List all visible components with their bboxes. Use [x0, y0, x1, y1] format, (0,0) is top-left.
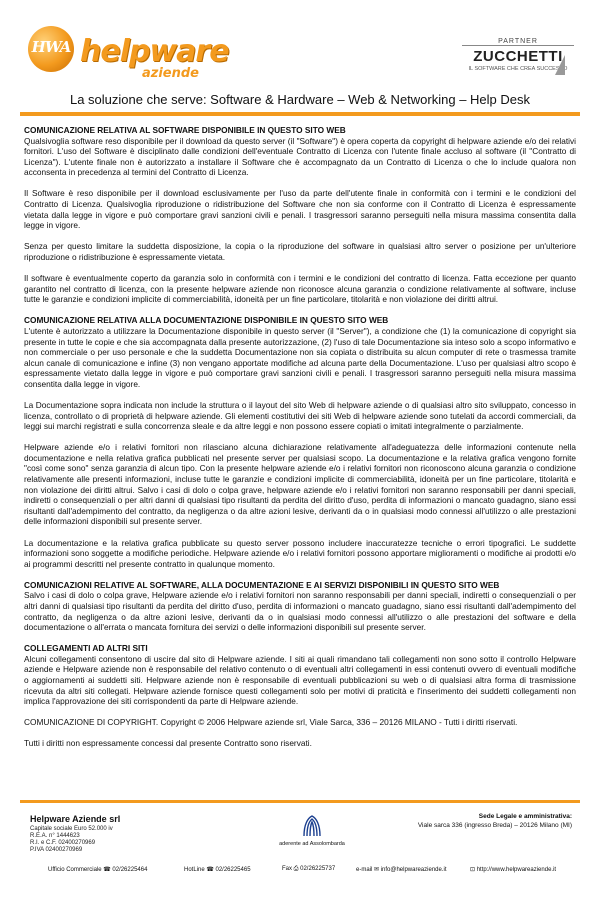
header-divider — [20, 112, 580, 116]
paragraph: Il software è eventualmente coperto da garanzia solo in conformità con i termini e le condizioni del contratto di licenza. Fatta eccezione per quanto garantito nel contratto di licenza, con la presente helpware aziende non riconosce alcuna garanzia o condizione relativamente al software, incluse tutte le garanzie e condizioni implicite di commerciabilità, idoneità per un fine particolare, titolarità e non violazione dei diritti altrui. — [24, 273, 576, 305]
section-title: COMUNICAZIONI RELATIVE AL SOFTWARE, ALLA DOCUMENTAZIONE E AI SERVIZI DISPONIBILI IN QUESTO SITO WEB — [24, 579, 500, 590]
partner-tagline: IL SOFTWARE CHE CREA SUCCESSO — [468, 66, 568, 72]
paragraph: L'utente è autorizzato a utilizzare la Documentazione disponibile in questo server (il "Server"), a condizione che (1) la comunicazione di copyright sia presente in tutte le copie e che sia accompagnata dalla presente autorizzazione, (2) l'uso di tale Documentazione sia inteso solo a scopo informativo e non commerciale o per uso personale e che la suddetta Documentazione non sia copiata o distribuita su alcun computer di rete o trasmessa tramite alcun canale di comunicazione e infine (3) non vengano apportate modifiche ad alcuna parte della Documentazione. L'uso per qualsiasi altro scopo è espressamente vietato dalla legge in vigore e può comportare gravi sanzioni civili e penali. I trasgressori saranno perseguiti nella misura massima consentita dalla legge in vigore. — [24, 325, 576, 389]
footer-rea: R.E.A. n° 1444623 — [30, 833, 80, 839]
paragraph: Il Software è reso disponibile per il download esclusivamente per l'uso da parte dell'utente finale in conformità con i termini e le condizioni del Contratto di Licenza. Qualsivoglia riproduzione o ridistribuzione del Software che non sia conforme con il Contratto di Licenza è espressamente vietata dalla legge in vigore e può comportare gravi sanzioni civili e penali. I trasgressori saranno perseguiti nella misura massima consentita dalla legge in vigore. — [24, 188, 576, 231]
paragraph: Helpware aziende e/o i relativi fornitori non rilasciano alcuna dichiarazione relativamente all'adeguatezza delle informazioni contenute nella documentazione e nella relativa grafica pubblicati nel presente server per qualsiasi scopo. La documentazione e la relativa grafica vengono fornite "così come sono" senza garanzia di alcun tipo. Con la presente helpware aziende e/o i relativi fornitori non riconoscono alcuna garanzia o condizione relativamente alle presenti informazioni, incluse tutte le garanzie e condizioni implicite di commerciabilità, idoneità per un fine particolare, titolarità e non violazione dei diritti altrui. Salvo i casi di dolo o colpa grave, helpware aziende e/o i relativi fornitori non saranno responsabili per danni speciali, indiretti o consequenziali o per altri danni di qualsiasi tipo risultanti da perdita del diritto d'uso, perdita di informazioni o mancato guadagno, siano essi risultanti dall'adempimento del contratto, da negligenza o da altre azioni lesive, derivanti da o in qualsiasi modo connessi all'utilizzo o alle prestazioni delle informazioni disponibili sul presente server. — [24, 442, 576, 527]
paragraph: Alcuni collegamenti consentono di uscire dal sito di Helpware aziende. I siti ai quali rimandano tali collegamenti non sono sotto il controllo Helpware aziende e Helpware aziende non è responsabile del relativo contenuto o di eventuali altri collegamenti in essi contenuti ovvero di eventuali modifiche o aggiornamenti ai suddetti siti. Helpware aziende non è responsabile di eventuali pubblicazioni su web o di qualsiasi altra forma di trasmissione ricevuta da altri siti collegati. Helpware aziende fornisce questi collegamenti solo per motivi di praticità e l'inserimento dei suddetti collegamenti non implica l'approvazione dei siti corrispondenti da parte di Helpware aziende. — [24, 653, 576, 707]
section-links — [24, 643, 576, 707]
paragraph: La documentazione e la relativa grafica pubblicate su questo server possono includere inaccuratezze tecniche o errori tipografici. Le suddette informazioni sono soggette a modifiche periodiche. Helpware aziende e/o i relativi fornitori possono apportare miglioramenti o modifiche ai prodotti e/o ai programmi descritti nel presente contratto in qualunque momento. — [24, 537, 576, 569]
paragraph: Senza per questo limitare la suddetta disposizione, la copia o la riproduzione del software in qualsiasi altro server o posizione per un'ulteriore riproduzione o ridistribuzione è espressamente vietata. — [24, 241, 576, 262]
section-documentation — [24, 315, 576, 389]
assolombarda-label: aderente ad Assolombarda — [279, 841, 345, 847]
footer-sede-title: Sede Legale e amministrativa: — [478, 813, 572, 820]
copyright-notice: COMUNICAZIONE DI COPYRIGHT. Copyright © 2006 Helpware aziende srl, Viale Sarca, 336 – 20126 MILANO - Tutti i diritti riservati. — [24, 717, 518, 728]
paragraph: La Documentazione sopra indicata non include la struttura o il layout del sito Web di helpware aziende o di qualsiasi altro sito sviluppato, concesso in licenza, controllato o di proprietà di helpware aziende. Gli elementi costitutivi dei siti Web di helpware aziende sono tutelati da accordi commerciali, da leggi sui marchi registrati e sulla concorrenza sleale e da altre leggi e non possono essere copiati o imitati integralmente o parzialmente. — [24, 399, 576, 432]
document-body — [24, 125, 576, 760]
partner-triangle-icon — [555, 55, 565, 75]
logo-wordmark: helpware — [80, 34, 229, 69]
section-title: COLLEGAMENTI AD ALTRI SITI — [24, 643, 148, 654]
footer-capital: Capitale sociale Euro 52.000 iv — [30, 826, 113, 832]
section-services — [24, 580, 576, 633]
paragraph: Qualsivoglia software reso disponibile per il download da questo server (il "Software") è opera coperta da copyright di helpware aziende e/o dei relativi fornitori. L'uso del Software è disciplinato dalle condizioni dell'eventuale Contratto di Licenza con l'utente finale accluso al software (il "Contratto di Licenza"). L'utente finale non è autorizzato a installare il Software che è accompagnato da un Contratto di Licenza o che lo include qualora non acconsenta in precedenza al termini del Contratto di Licenza. — [24, 135, 576, 178]
section-software — [24, 125, 576, 178]
footer-sede-address: Viale sarca 336 (ingresso Breda) – 20126 Milano (MI) — [417, 822, 572, 829]
contact-commerciale: Ufficio Commerciale ☎ 02/26225464 — [48, 867, 148, 873]
footer-piva: P.IVA 02400270969 — [30, 847, 83, 853]
assolombarda-logo — [279, 814, 345, 847]
footer-ri-cf: R.I. e C.F. 02400270969 — [30, 840, 96, 846]
footer-divider — [20, 800, 580, 803]
section-title: COMUNICAZIONE RELATIVA AL SOFTWARE DISPONIBILE IN QUESTO SITO WEB — [24, 125, 346, 135]
contact-hotline: HotLine ☎ 02/26225465 — [184, 867, 251, 873]
logo-badge-text: HWA — [31, 38, 71, 56]
partner-label: PARTNER — [462, 38, 574, 46]
contact-website-link[interactable]: ⊡ http://www.helpwareaziende.it — [470, 867, 557, 873]
section-title: COMUNICAZIONE RELATIVA ALLA DOCUMENTAZIONE DISPONIBILE IN QUESTO SITO WEB — [24, 315, 389, 326]
contact-email-link[interactable]: e-mail ✉ info@helpwareaziende.it — [356, 867, 447, 873]
rights-notice: Tutti i diritti non espressamente concessi dal presente Contratto sono riservati. — [24, 738, 312, 749]
contact-fax: Fax ⎙ 02/26225737 — [282, 866, 336, 872]
footer-company-name: Helpware Aziende srl — [30, 814, 121, 824]
paragraph: Salvo i casi di dolo o colpa grave, Helpware aziende e/o i relativi fornitori non saranno responsabili per danni speciali, indiretti o consequenziali o per altri danni di qualsiasi tipo risultanti da perdita del diritto d'uso, perdita di informazioni o mancato guadagno, siano essi risultanti dall'adempimento del contratto, da negligenza o da altre azioni lesive, derivanti da o in qualsiasi modo connessi all'utilizzo o alle prestazioni del software e della documentazione o all'errata o mancata fornitura dei servizi o delle informazioni disponibili sul presente server. — [24, 590, 576, 633]
letterhead — [0, 0, 600, 80]
page-tagline: La soluzione che serve: Software & Hardware – Web & Networking – Help Desk — [69, 92, 531, 107]
assolombarda-icon — [301, 814, 323, 838]
logo-subtitle: aziende — [142, 66, 199, 81]
helpware-logo-badge — [28, 26, 74, 72]
partner-name: ZUCCHETTI — [473, 48, 563, 65]
